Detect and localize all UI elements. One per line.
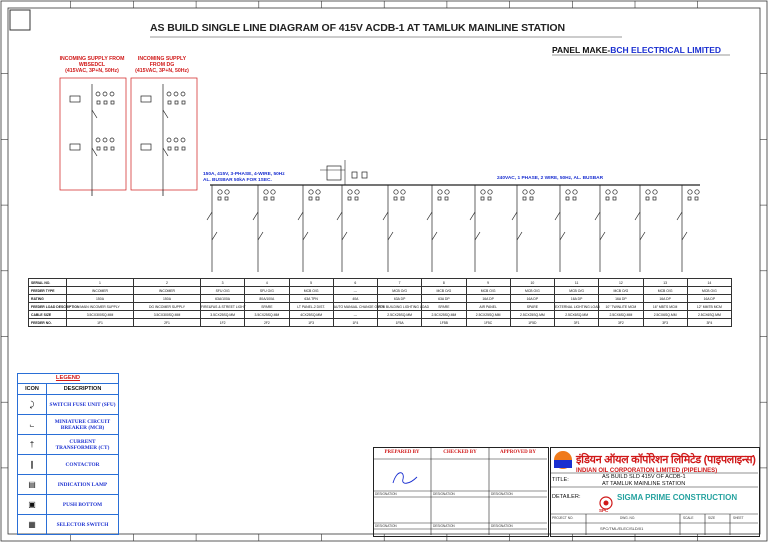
schedule-cell: 2.5CX25SQ.MM — [510, 311, 554, 319]
panel-make — [552, 45, 721, 55]
schedule-cell: 16A DP — [687, 295, 731, 303]
schedule-cell: 10 — [510, 279, 554, 287]
schedule-cell: 1F5D — [510, 319, 554, 327]
legend-description: PUSH BOTTOM — [62, 501, 103, 508]
legend-description: MINIATURE CIRCUIT BREAKER (MCB) — [54, 418, 111, 431]
schedule-cell: 16A DP — [599, 295, 643, 303]
schedule-row-header: FEEDER TYPE — [29, 287, 67, 295]
incomer-1-line2: WBSEDCL — [78, 62, 106, 68]
signature-icon — [393, 473, 417, 484]
feeder-3-breaker-icon — [207, 185, 229, 272]
schedule-cell: 3F4 — [687, 319, 731, 327]
schedule-cell: 2.5CX25SQ.MM — [422, 311, 466, 319]
schedule-cell: SFU O/G — [245, 287, 289, 295]
schedule-cell: 16A DP — [466, 295, 510, 303]
schedule-cell: 4CX25SQ.MM — [289, 311, 333, 319]
schedule-row-header: SERIAL NO. — [29, 279, 67, 287]
schedule-row — [29, 279, 732, 287]
mcb-icon: ⨽ — [18, 415, 47, 434]
schedule-row — [29, 311, 732, 319]
designation2-checked: DESIGNATION — [433, 524, 455, 528]
schedule-cell: 2.5CX25SQ.MM — [466, 311, 510, 319]
schedule-cell: 1F4 — [333, 319, 377, 327]
panel-make-value: BCH ELECTRICAL LIMITED — [610, 45, 722, 55]
schedule-cell: 2.5CX6SQ.MM — [687, 311, 731, 319]
panel-make-label: PANEL MAKE- — [552, 45, 611, 55]
legend-description: INDICATION LAMP — [57, 481, 108, 488]
schedule-row — [29, 295, 732, 303]
legend-title: LEGEND — [18, 374, 118, 384]
schedule-cell: LT PANEL-2 DIST. — [289, 303, 333, 311]
row-label-size: SIZE — [708, 516, 716, 520]
schedule-cell: MCB O/G — [289, 287, 333, 295]
designation-prepared: DESIGNATION — [375, 492, 397, 496]
schedule-cell: 2.5CX6SQ.MM — [555, 311, 599, 319]
schedule-cell: 80A/100A — [245, 295, 289, 303]
schedule-row-header: CABLE SIZE — [29, 311, 67, 319]
schedule-cell: 1F5C — [466, 319, 510, 327]
schedule-cell: 16" MBTS MCM — [643, 303, 687, 311]
row-label-scale: SCALE — [683, 516, 694, 520]
feeder-5-breaker-icon — [298, 185, 320, 272]
schedule-cell: 63A DP — [422, 295, 466, 303]
signoff-grid — [373, 447, 548, 536]
schedule-cell: EXTERNAL LIGHTING LOAD — [555, 304, 600, 309]
schedule-cell: 2 — [134, 279, 201, 287]
schedule-cell: INCOMER — [67, 287, 134, 295]
approved-by-header: APPROVED BY — [500, 450, 536, 455]
schedule-cell: 3.5CX25SQ.MM — [201, 311, 245, 319]
indication-lamp-icon: ▤ — [18, 475, 47, 494]
designation2-approved: DESIGNATION — [491, 524, 513, 528]
detailer-label: DETAILER: — [552, 494, 581, 500]
schedule-cell: 1F3 — [289, 319, 333, 327]
schedule-cell: 6 — [333, 279, 377, 287]
incomer-2-line3: (415VAC, 3P+N, 50Hz) — [135, 68, 189, 74]
schedule-cell: DG INCOMER SUPPLY — [134, 303, 201, 311]
schedule-cell: MCB O/G — [378, 287, 422, 295]
incomer-label-dg — [124, 56, 200, 74]
schedule-cell: SPARE — [245, 303, 289, 311]
contractor-name: SIGMA PRIME CONSTRUCTION — [617, 493, 738, 502]
schedule-cell: 150A — [134, 295, 201, 303]
feeder-8-breaker-icon — [427, 185, 449, 272]
schedule-cell: 8 — [422, 279, 466, 287]
schedule-cell: 3.5CX300SQ.MM — [134, 311, 201, 319]
schedule-cell: 63A TPN — [289, 295, 333, 303]
schedule-row-header: RATING — [29, 295, 67, 303]
schedule-cell: MAIN INCOMER SUPPLY — [67, 303, 134, 311]
schedule-cell: 1 — [67, 279, 134, 287]
prepared-by-header: PREPARED BY — [384, 450, 420, 455]
designation-checked: DESIGNATION — [433, 492, 455, 496]
legend-row — [18, 435, 118, 455]
schedule-cell: FIRE&FAS & STREET LIGHT — [201, 304, 246, 309]
current-transformer-icon: † — [18, 435, 47, 454]
row-label-project: PROJECT NO. — [552, 516, 574, 520]
schedule-cell: 1F5B — [422, 319, 466, 327]
schedule-cell: 4 — [245, 279, 289, 287]
feeder-9-breaker-icon — [470, 185, 492, 272]
schedule-cell: INCOMER — [134, 287, 201, 295]
legend-description: SELECTOR SWITCH — [56, 521, 109, 528]
legend-row — [18, 395, 118, 415]
designation2-prepared: DESIGNATION — [375, 524, 397, 528]
schedule-cell: 63A DP — [378, 295, 422, 303]
schedule-cell: 3.5CX300SQ.MM — [67, 311, 134, 319]
schedule-cell: 2F2 — [245, 319, 289, 327]
schedule-cell: 16A DP — [555, 295, 599, 303]
schedule-cell: 10" TWINLITE MCM — [599, 303, 643, 311]
incomer-2-breaker-icon — [141, 84, 185, 190]
legend-desc-header: DESCRIPTION — [63, 386, 102, 392]
schedule-cell: 1F2 — [201, 319, 245, 327]
schedule-cell: 1F1 — [67, 319, 134, 327]
schedule-cell: SFU O/G — [201, 287, 245, 295]
schedule-row — [29, 319, 732, 327]
schedule-cell: 12" MMTB MCM — [687, 303, 731, 311]
feeder-11-breaker-icon — [555, 185, 577, 272]
schedule-cell: 5 — [289, 279, 333, 287]
feeder-14-breaker-icon — [677, 185, 699, 272]
incomer-1-breaker-icon — [70, 84, 114, 190]
legend-row — [18, 415, 118, 435]
schedule-cell: MCB O/G — [599, 287, 643, 295]
schedule-cell: 3F1 — [555, 319, 599, 327]
schedule-row-header: FEEDER LOAD DESCRIPTION — [29, 303, 67, 311]
busbar-note-line1: 150A, 415V, 3-PHASE, 4-WIRE, 50Hz — [203, 172, 285, 177]
legend-row — [18, 455, 118, 475]
drawing-number: SPC/TML/ELEC/SLD/01 — [600, 526, 644, 531]
schedule-cell: 40A — [333, 295, 377, 303]
legend-box — [17, 373, 119, 535]
company-division: (PIPELINES) — [681, 468, 718, 474]
schedule-cell: AIR PANEL — [466, 303, 510, 311]
changeover-switch-icon — [327, 166, 341, 180]
schedule-cell: 12 — [599, 279, 643, 287]
title-label: TITLE: — [552, 477, 569, 483]
legend-description: CURRENT TRANSFORMER (CT) — [55, 438, 110, 451]
schedule-cell: MCB O/G — [510, 287, 554, 295]
schedule-cell: 14 — [687, 279, 731, 287]
feeder-6-breaker-icon — [337, 185, 359, 272]
designation-approved: DESIGNATION — [491, 492, 513, 496]
row-label-dwg: DWG. NO. — [620, 516, 636, 520]
schedule-cell: MCB O/G — [466, 287, 510, 295]
feeder-7-breaker-icon — [383, 185, 405, 272]
switch-fuse-unit-icon: ⤸ — [18, 395, 47, 414]
legend-row — [18, 515, 118, 534]
legend-row — [18, 475, 118, 495]
feeder-12-breaker-icon — [595, 185, 617, 272]
feeder-10-breaker-icon — [512, 185, 534, 272]
schedule-cell: 16A DP — [643, 295, 687, 303]
checked-by-header: CHECKED BY — [443, 450, 477, 455]
schedule-cell: 3F3 — [643, 319, 687, 327]
schedule-cell: AUTO MANUAL CHANGE OVER — [333, 304, 385, 309]
incomer-1-line3: (415VAC, 3P+N, 50Hz) — [65, 68, 119, 74]
schedule-cell: --- — [333, 287, 377, 295]
legend-icon-header: ICON — [18, 384, 47, 394]
incomer-label-wbsedcl — [52, 56, 132, 74]
row-label-sheet: SHEET — [733, 516, 744, 520]
schedule-cell: 3F2 — [599, 319, 643, 327]
selector-switch-icon: ▦ — [18, 515, 47, 534]
contactor-icon: ∥ — [18, 455, 47, 474]
schedule-row-header: FEEDER NO. — [29, 319, 67, 327]
schedule-cell: 2F1 — [134, 319, 201, 327]
schedule-cell: 63A/100A — [201, 295, 245, 303]
schedule-cell: SPARE — [422, 303, 466, 311]
company-name-hindi: इंडियन ऑयल कॉर्पोरेशन लिमिटेड (पाइपलाइन्स) — [576, 454, 756, 466]
schedule-row — [29, 287, 732, 295]
legend-description: SWITCH FUSE UNIT (SFU) — [49, 401, 116, 408]
schedule-cell: MCB O/G — [555, 287, 599, 295]
schedule-cell: MCB O/G — [422, 287, 466, 295]
schedule-cell: 1F5A — [378, 319, 422, 327]
feeder-13-breaker-icon — [635, 185, 657, 272]
incomer-2-line2: FROM DG — [149, 62, 175, 68]
three-phase-busbar-note — [203, 172, 285, 184]
schedule-cell: 11 — [555, 279, 599, 287]
schedule-cell: 13 — [643, 279, 687, 287]
incomer-2-line1: INCOMING SUPPLY — [137, 56, 187, 62]
schedule-cell: PDB BUILDING LIGHTING LOAD — [378, 304, 430, 309]
schedule-cell: MCB O/G — [687, 287, 731, 295]
single-phase-busbar-note: 240VAC, 1 PHASE, 2 WIRE, 50Hz, AL. BUSBAR — [497, 176, 604, 181]
company-en: INDIAN OIL CORPORATION LIMITED — [576, 468, 681, 474]
schedule-cell: MCB O/G — [643, 287, 687, 295]
schedule-cell: 3.5CX25SQ.MM — [245, 311, 289, 319]
legend-header — [18, 384, 118, 395]
legend-row — [18, 495, 118, 515]
busbar-note-line2: AL. BUSBAR 50kA FOR 1SEC. — [203, 178, 272, 183]
schedule-cell: --- — [333, 311, 377, 319]
feeder-4-breaker-icon — [253, 185, 275, 272]
schedule-cell: 2.5CX6SQ.MM — [599, 311, 643, 319]
schedule-cell: SPARE — [510, 303, 554, 311]
title-line2: AT TAMLUK MAINLINE STATION — [602, 481, 686, 487]
feeder-schedule-table — [28, 278, 732, 327]
schedule-cell: 16A DP — [510, 295, 554, 303]
schedule-cell: 7 — [378, 279, 422, 287]
schedule-cell: 9 — [466, 279, 510, 287]
schedule-row — [29, 303, 732, 311]
schedule-cell: 2.5CX6SQ.MM — [643, 311, 687, 319]
title-line1: AS BUILD SLD 415V OF ACDB-1 — [602, 474, 686, 480]
push-button-icon: ▣ — [18, 495, 47, 514]
schedule-cell: 150A — [67, 295, 134, 303]
contractor-abbr: SPC — [599, 508, 609, 513]
page-title: AS BUILD SINGLE LINE DIAGRAM OF 415V ACDB-1 AT TAMLUK MAINLINE STATION — [150, 22, 565, 34]
legend-description: CONTACTOR — [65, 461, 100, 468]
incomer-1-line1: INCOMING SUPPLY FROM — [59, 56, 125, 62]
schedule-cell: 3 — [201, 279, 245, 287]
schedule-cell: 2.5CX25SQ.MM — [378, 311, 422, 319]
